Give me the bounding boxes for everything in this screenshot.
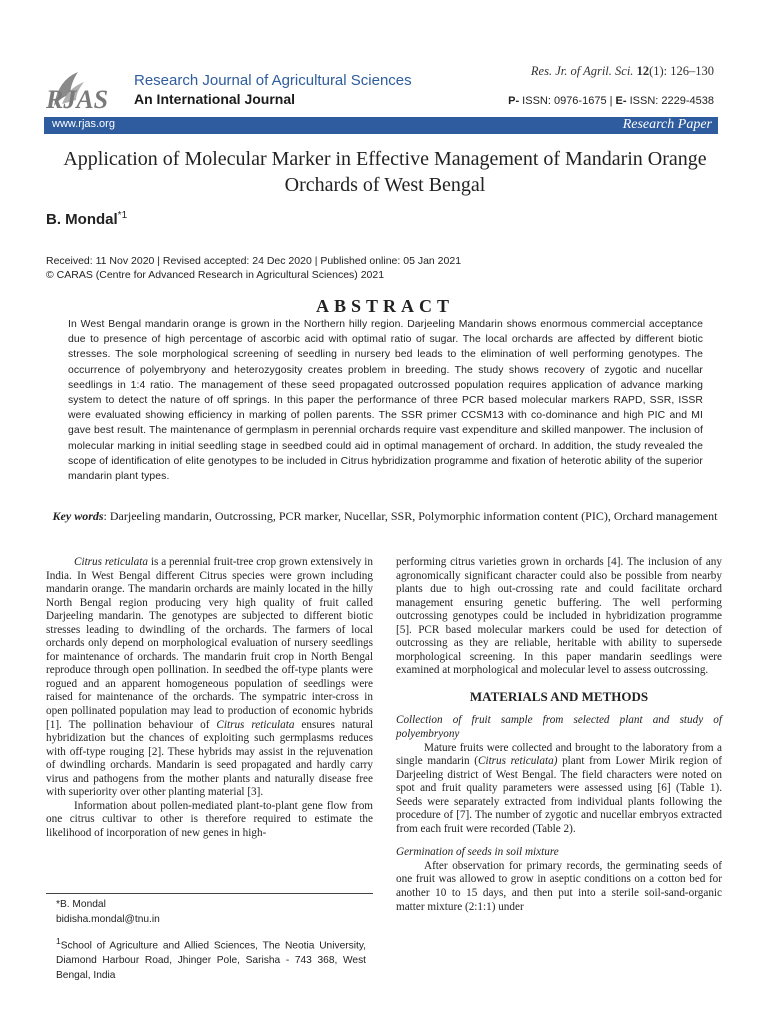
- subsection-heading-collection: Collection of fruit sample from selected plant and study of polyembryony: [396, 714, 722, 741]
- footnote-affiliation: $^1$School of Agriculture and Allied Sciences, The Neotia University, Diamond Harbour Road, Jhinger Pole, Sarisha - 743 368, West Bengal, India: [56, 936, 366, 982]
- subsection-heading-germination: Germination of seeds in soil mixture: [396, 846, 559, 859]
- abstract-heading: ABSTRACT: [315, 296, 455, 316]
- citation: Res. Jr. of Agril. Sci. 12(1): 126–130: [530, 64, 714, 78]
- dates-line: Received: 11 Nov 2020 | Revised accepted: 24 Dec 2020 | Published online: 05 Jan 2021: [46, 255, 462, 267]
- body-right-column: [396, 556, 722, 914]
- journal-subtitle: An International Journal: [134, 91, 296, 107]
- article-type: Research Paper: [622, 117, 712, 132]
- footnote-email-link[interactable]: bidisha.mondal@tnu.in: [56, 914, 160, 925]
- abstract-text: In West Bengal mandarin orange is grown in the Northern hilly region. Darjeeling Mandarin shows enormous commercial acceptance due to presence of high percentage of ascorbic acid with optimal ratio of sugar. The local orchards are affected by different biotic stresses. The sole morphological screening of seedling in nursery bed leads to the elimination of well performing genotypes. The occurrence of polyembryony and heterozygosity creates problem in breeding. The study shows recovery of zygotic and nucellar seedlings in 1:4 ratio. The management of these seed propagated outcrossed population requires application of advance marking system to detect the nature of off springs. In this paper the performance of three PCR based molecular markers RAPD, SSR, ISSR were evaluated showing efficiency in marking of pollen parents. The SSR primer CCSM13 with co-dominance and high PIC and MI gave best result. The maintenance of germplasm in perennial orchards require vast expenditure and skilled manpower. The inclusion of molecular marking in initial seedling stage in seedbed could aid in optimal management of orchard. In addition, the study revealed the scope of identification of elite genotypes to be included in Citrus hybridization programme and fixation of heterotic ability of the superior mandarin plant types.: [68, 319, 703, 483]
- header-bar: [44, 117, 718, 134]
- journal-logo: [44, 66, 124, 112]
- journal-name: Research Journal of Agricultural Sciences: [134, 72, 412, 89]
- section-heading-methods: MATERIALS AND METHODS: [469, 688, 649, 704]
- intro-paragraph-2: Information about pollen-mediated plant-to-plant gene flow from one citrus cultivar to other is therefore required to estimate the likelihood of incorporation of new genes in high-: [46, 799, 373, 839]
- methods-paragraph-2: After observation for primary records, the germinating seeds of one fruit was allowed to grow in aseptic conditions on a cotton bed for another 10 to 15 days, and then put into a sterile soil-sand-organic matter mixture (2:1:1) under: [396, 859, 722, 913]
- publication-dates: [46, 254, 461, 282]
- keywords: Key words: Darjeeling mandarin, Outcrossing, PCR marker, Nucellar, SSR, Polymorphic information content (PIC), Orchard management: [52, 509, 718, 523]
- author-name: B. Mondal$^{*1}$: [46, 210, 128, 228]
- methods-paragraph-1: Mature fruits were collected and brought to the laboratory from a single mandarin (Citrus reticulata) plant from Lower Mirik region of Darjeeling district of West Bengal. The field characters were noted on spot and fruit quality parameters were assessed using [6] (Table 1). Seeds were separately extracted from individual plants following the procedure of [7]. The number of zygotic and nucellar embryos extracted from each fruit were recorded (Table 2).: [396, 741, 722, 835]
- footnote-author: *B. Mondal: [56, 899, 106, 910]
- body-left-column: [46, 556, 373, 840]
- journal-url-link[interactable]: www.rjas.org: [52, 118, 115, 130]
- intro-paragraph-continued: performing citrus varieties grown in orchards [4]. The inclusion of any agronomically significant character could also be possible from nearby plants due to high out-crossing rate and could facilitate orchard management ensuring genetic buffering. The well performing outcrossing genotypes could be included in hybridization programme [5]. PCR based molecular markers could be used for detection of outcrossing as they are reliable, heritable with ability to supersede morphological screening. In this paper mandarin seedlings were examined at morphological and molecular level to assess outcrossing.: [396, 556, 722, 677]
- svg-text:RJAS: RJAS: [46, 85, 109, 112]
- copyright-line: © CARAS (Centre for Advanced Research in Agricultural Sciences) 2021: [46, 269, 385, 281]
- footnote-divider: [46, 893, 373, 894]
- article-title: Application of Molecular Marker in Effective Management of Mandarin Orange Orchards of West Bengal: [63, 148, 707, 196]
- intro-paragraph-1: Citrus reticulata is a perennial fruit-tree crop grown extensively in India. In West Bengal different Citrus species were grown including mandarin orange. The mandarin orchards are mainly located in the hilly North Bengal region producing very high quality of fruit called Darjeeling mandarin. The genotypes are subjected to different biotic stresses leading to dwindling of the orchards. The farmers of local orchards only depend on morphological evaluation of nursery seedlings for maintenance of orchards. The mandarin fruit crop in North Bengal reproduce through open pollination. In seedbed the off-type plants were rogued and an apparent homogeneous population of seedlings were raised for maintenance of the orchards. The sympatric inter-cross in open pollinated population may lead to production of economic hybrids [1]. The pollination behaviour of Citrus reticulata ensures natural hybridization but the chances of exploiting such germplasms reduces with off-type rouging [2]. These hybrids may assist in the rejuvenation of dwindling orchards. Mandarin is seed propagated and hardly carry virus and pathogens from the mother plants and naturally disease free with superiority over other planting material [3].: [46, 556, 373, 799]
- issn-line: P- ISSN: 0976-1675 | E- ISSN: 2229-4538: [508, 95, 714, 107]
